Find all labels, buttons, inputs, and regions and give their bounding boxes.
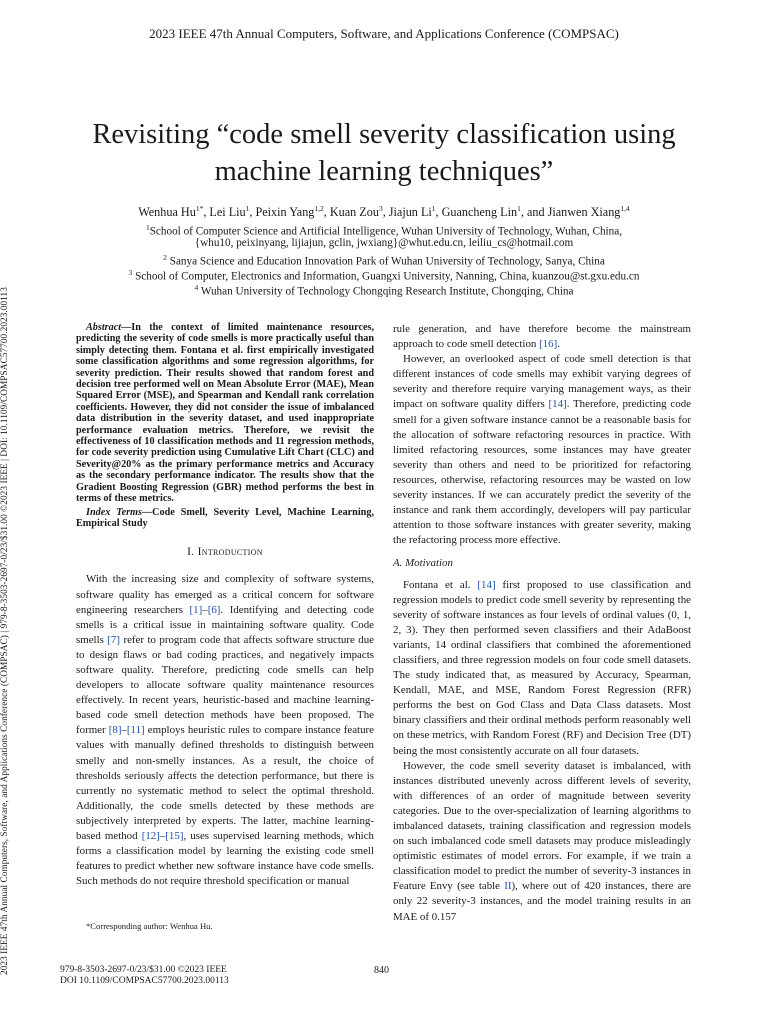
author-list: Wenhua $Hu^{1*}$, Lei Liu$^1$, Peixin Yang$^{1,2}$, Kuan Zou$^3$, Jiajun Li$^1$, Guancheng Lin$^1$, and Jianwen Xiang$^{1,4}$ — [138, 204, 630, 220]
author — [209, 205, 249, 219]
citation-link[interactable]: [16] — [539, 338, 558, 351]
citation-link[interactable]: [7] — [107, 633, 120, 646]
sidebar-identifier: 2023 IEEE 47th Annual Computers, Software, and Applications Conference (COMPSAC) | 979-8-3503-2697-0/23/$31.00 ©2023 IEEE | DOI: 10.1109/COMPSAC57700.2023.00113 — [0, 287, 10, 975]
index-terms-text: —Code Smell, Severity Level, Machine Learning, Empirical Study — [76, 506, 374, 529]
author — [330, 205, 383, 219]
abstract-text: —In the context of limited maintenance resources, predicting the severity of code smells is more practically useful than simply detecting them. Fontana et al. first empirically investigated some classification algorithms and some regression algorithms, for severity prediction. Their results showed that random forest and decision tree performed well on Mean Absolute Error (MAE), Mean Squared Error (MSE), and Spearman and Kendall rank correlation coefficients. However, they did not consider the issue of imbalanced data distribution in the severity dataset, and used inappropriate performance evaluation metrics. Therefore, we revisit the effectiveness of 10 classification methods and 11 regression methods, for code severity prediction using Cumulative Lift Chart (CLC) and Severity@20% as the primary performance metrics and Accuracy as the secondary performance indicator. The results show that the Gradient Boosting Regression (GBR) method performs the best in terms of these metrics. — [76, 322, 374, 505]
text-run: , uses supervised learning methods, which forms a classification model by learning the existing code smell features to predict whether new software instance have code smells. Such methods do not require threshold specification or manual — [76, 830, 374, 888]
affiliation-3-text: School of Computer, Electronics and Information, Guangxi University, Nanning, China, kuanzou@st.gxu.edu.cn — [132, 270, 640, 283]
author-name: Kuan Zou — [329, 205, 379, 220]
intro-paragraph-2 — [393, 352, 691, 548]
author-name: Jiajun Li — [388, 205, 432, 220]
affiliation-2-sup: 2 — [163, 253, 167, 262]
author-affiliation-sup: 1,2 — [314, 204, 324, 213]
footer-identifiers — [60, 965, 229, 987]
author-affiliation-sup: 1,4 — [620, 204, 630, 213]
text-run: – — [159, 830, 166, 842]
intro-paragraph-1 — [76, 572, 374, 889]
conference-header: 2023 IEEE 47th Annual Computers, Software, and Applications Conference (COMPSAC) — [149, 26, 619, 41]
motivation-paragraph-1 — [393, 578, 691, 759]
author — [138, 205, 203, 219]
text-run: – — [121, 724, 127, 737]
author — [389, 205, 436, 219]
page-number: 840 — [374, 965, 389, 976]
paper-title — [60, 116, 708, 190]
text-run: . — [557, 338, 560, 351]
author-affiliation-sup: 1 — [431, 204, 436, 213]
citation-link[interactable]: [15] — [165, 830, 184, 842]
index-terms — [76, 507, 374, 530]
affiliation-4-sup: 4 — [194, 283, 199, 292]
text-run: However, the code smell severity dataset is imbalanced, with instances distributed unevenly across different levels of severity, with differences of an order of magnitude between severity categories. Due to the over-specialization of learning algorithms to imbalanced datasets, training classification and regression models on such imbalanced code smell datasets may produce misleadingly optimistic estimates of model errors. For example, if we train a classification model to predict the number of severity-3 instances in Feature Envy (see table — [393, 759, 691, 893]
title-line-2: machine learning techniques” — [214, 156, 554, 187]
text-run: refer to program code that affects software structure due to design flaws or bad coding practices, and negatively impacts software quality. Therefore, predicting code smells can help developers to allocate software quality maintenance resources effectively. In recent years, heuristic-based and machine learning-based code smell detection methods have been proposed. The former — [76, 633, 375, 737]
citation-link[interactable]: [1] — [189, 603, 203, 616]
author — [255, 205, 323, 219]
affiliation-1-text: School of Computer Science and Artificial Intelligence, Wuhan University of Technology, Wuhan, China, — [149, 225, 623, 238]
text-run: first proposed to use classification and regression models to predict code smell severity by representing the severity of software instances as four levels of ordinal values (0, 1, 2, 3). They then performed seven classifiers and their AdaBoost variants, 14 ordinal classifiers that combined the aforementioned classifiers, and three regression models on four code smell datasets. The study indicated that, as measured by Accuracy, Spearman, Kendall, MAE, and MSE, Random Forest Regression (RFR) performs the best on God Class and Data Class datasets. Most binary classifiers and their ordinal methods perform reasonably well on these metrics, with Random Forest (RF) and Decision Tree (DT) being the most consistently accurate on all four datasets. — [393, 578, 691, 757]
citation-link[interactable]: II — [504, 880, 512, 893]
motivation-paragraph-2 — [393, 759, 691, 925]
author-affiliation-sup: 1* — [195, 204, 204, 213]
author-emails: {whu10, peixinyang, lijiajun, gclin, jwxiang}@whut.edu.cn, leiliu_cs@hotmail.com — [194, 237, 574, 249]
text-run: employs heuristic rules to compare instance feature values with manually defined thresholds to distinguish between smelly and non-smelly instances. As a result, the choice of thresholds seriously affects the detection performance, but there is currently no systematic method to select the optimal threshold. Additionally, the code smells detected by these methods are subjectively interpreted by experts. The latter, machine learning-based method — [76, 724, 374, 842]
corresponding-author-footnote: *Corresponding author: Wenhua Hu. — [86, 921, 213, 931]
author-affiliation-sup: 1 — [517, 204, 521, 213]
author-affiliation-sup: 3 — [378, 204, 383, 213]
right-column — [393, 322, 691, 925]
citation-link[interactable]: [8] — [108, 724, 122, 737]
index-terms-label: Index Terms — [86, 506, 142, 518]
intro-paragraph-continued — [393, 322, 691, 352]
author-name: Guancheng Lin — [441, 205, 518, 220]
affiliation-4-text: Wuhan University of Technology Chongqing Research Institute, Chongqing, China — [198, 285, 574, 298]
author — [548, 205, 630, 219]
affiliation-1-sup: 1 — [145, 223, 150, 232]
text-run: rule generation, and have therefore become the mainstream approach to code smell detection — [393, 323, 691, 351]
affiliation-3-sup: 3 — [128, 268, 133, 277]
author-affiliation-sup: 1 — [245, 204, 250, 213]
affiliation-4 — [40, 280, 728, 300]
author-name: Peixin Yang — [255, 205, 315, 220]
abstract — [76, 322, 374, 505]
section-number: I. — [187, 546, 198, 559]
section-title: Introduction — [197, 546, 263, 559]
citation-link[interactable]: [11] — [126, 724, 145, 737]
footer-isbn: 979-8-3503-2697-0/23/$31.00 ©2023 IEEE — [60, 965, 227, 975]
text-run: – — [202, 603, 208, 616]
author — [442, 205, 521, 219]
footer-doi: DOI 10.1109/COMPSAC57700.2023.00113 — [60, 976, 229, 986]
citation-link[interactable]: [14] — [548, 398, 567, 411]
text-run: Fontana et al. — [403, 578, 478, 591]
text-run: With the increasing size and complexity of software systems, software quality has emerged as a critical concern for software engineering researchers — [76, 573, 374, 616]
left-column — [76, 322, 374, 889]
citation-link[interactable]: [12] — [141, 830, 160, 842]
author-name: Lei Liu — [209, 205, 246, 220]
section-heading-introduction — [76, 545, 374, 560]
title-line-1: Revisiting “code smell severity classification using — [92, 119, 676, 150]
text-run: . Identifying and detecting code smells is a critical issue in maintaining software quality. Code smells — [76, 603, 374, 646]
affiliation-2-text: Sanya Science and Education Innovation Park of Wuhan University of Technology, Sanya, China — [166, 255, 605, 268]
abstract-label: Abstract — [86, 322, 122, 333]
text-run: . Therefore, predicting code smell for a given software instance cannot be a reasonable basis for the allocation of software refactoring resources in practice. With limited refactoring resources, some instances may have greater severity than others and need to be prioritized for refactoring resources, otherwise, refactoring resources may be wasted on low severity instances. If we can accurately predict the severity of the instance and rank them accordingly, developers will pay particular attention to those software instances with greater severity, making the refactoring process more effective. — [393, 398, 691, 547]
citation-link[interactable]: [14] — [477, 578, 496, 591]
author-name: Jianwen Xiang — [547, 205, 621, 220]
citation-link[interactable]: [6] — [207, 603, 221, 616]
text-run: However, an overlooked aspect of code smell detection is that different instances of code smells may exhibit varying degrees of severity and therefore require varying management ways, as their impact on software quality differs — [393, 353, 691, 411]
subsection-heading-motivation: A. Motivation — [393, 557, 453, 570]
author-name: Wenhua Hu — [138, 205, 196, 220]
text-run: ), where out of 420 instances, there are only 22 severity-3 instances, and the model training results in an MAE of 0.157 — [393, 880, 691, 923]
